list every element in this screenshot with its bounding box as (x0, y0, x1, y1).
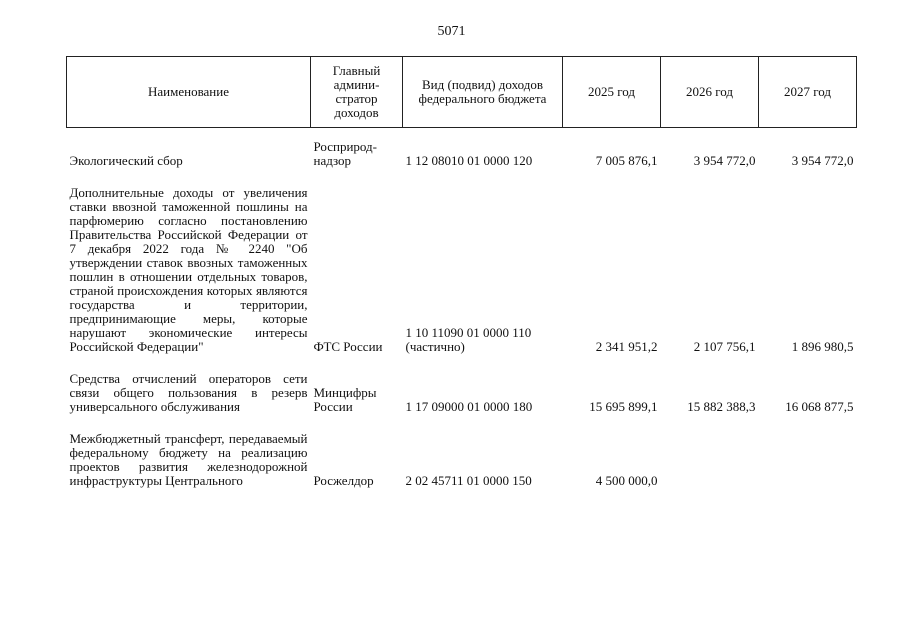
row-admin: Росжелдор (313, 473, 374, 488)
header-row (67, 57, 857, 128)
row-value-2026: 15 882 388,3 (687, 399, 756, 414)
row-code: 1 12 08010 01 0000 120 (405, 153, 533, 168)
header-admin: Главный админи-стратор доходов (311, 57, 403, 128)
row-code: 1 17 09000 01 0000 180 (405, 399, 533, 414)
row-name: Средства отчислений операторов сети связи общего пользования в резерв универсального обслуживания (69, 371, 308, 414)
row-value-2025: 15 695 899,1 (589, 399, 658, 414)
row-value-2026: 3 954 772,0 (693, 153, 756, 168)
row-value-2027: 16 068 877,5 (785, 399, 854, 414)
row-value-2027: 1 896 980,5 (791, 339, 854, 354)
table-row (67, 354, 857, 414)
row-value-2026 (661, 414, 759, 488)
row-code: 1 10 11090 01 0000 110 (частично) (405, 325, 532, 354)
row-value-2027: 3 954 772,0 (791, 153, 854, 168)
row-value-2026: 2 107 756,1 (693, 339, 756, 354)
table-row (67, 414, 857, 488)
row-value-2027 (759, 414, 857, 488)
row-admin: ФТС России (313, 339, 383, 354)
header-code: Вид (подвид) доходов федерального бюджета (403, 57, 563, 128)
page-number: 5071 (437, 24, 466, 39)
row-code: 2 02 45711 01 0000 150 (405, 473, 532, 488)
row-name: Межбюджетный трансферт, передаваемый федеральному бюджету на реализацию проектов развития железнодорожной инфраструктуры Центрального (69, 431, 308, 488)
row-value-2025: 7 005 876,1 (595, 153, 658, 168)
table-row (67, 168, 857, 354)
row-admin: Росприрод-надзор (313, 139, 377, 168)
table-row (67, 128, 857, 169)
row-admin: Минцифры России (313, 385, 377, 414)
revenue-table (66, 56, 857, 488)
row-name: Дополнительные доходы от увеличения ставки ввозной таможенной пошлины на парфюмерию согласно постановлению Правительства Российской Федерации от 7 декабря 2022 года № 2240 "Об утверждении ставок ввозных таможенных пошлин в отношении отдельных товаров, страной происхождения которых являются государства и территории, предпринимающие меры, которые нарушают экономические интересы Российской Федерации" (69, 185, 308, 354)
header-2027: 2027 год (759, 57, 857, 128)
header-2025: 2025 год (563, 57, 661, 128)
header-2026: 2026 год (661, 57, 759, 128)
row-value-2025: 2 341 951,2 (595, 339, 658, 354)
header-name: Наименование (67, 57, 311, 128)
row-name: Экологический сбор (69, 153, 183, 168)
row-value-2025: 4 500 000,0 (595, 473, 658, 488)
